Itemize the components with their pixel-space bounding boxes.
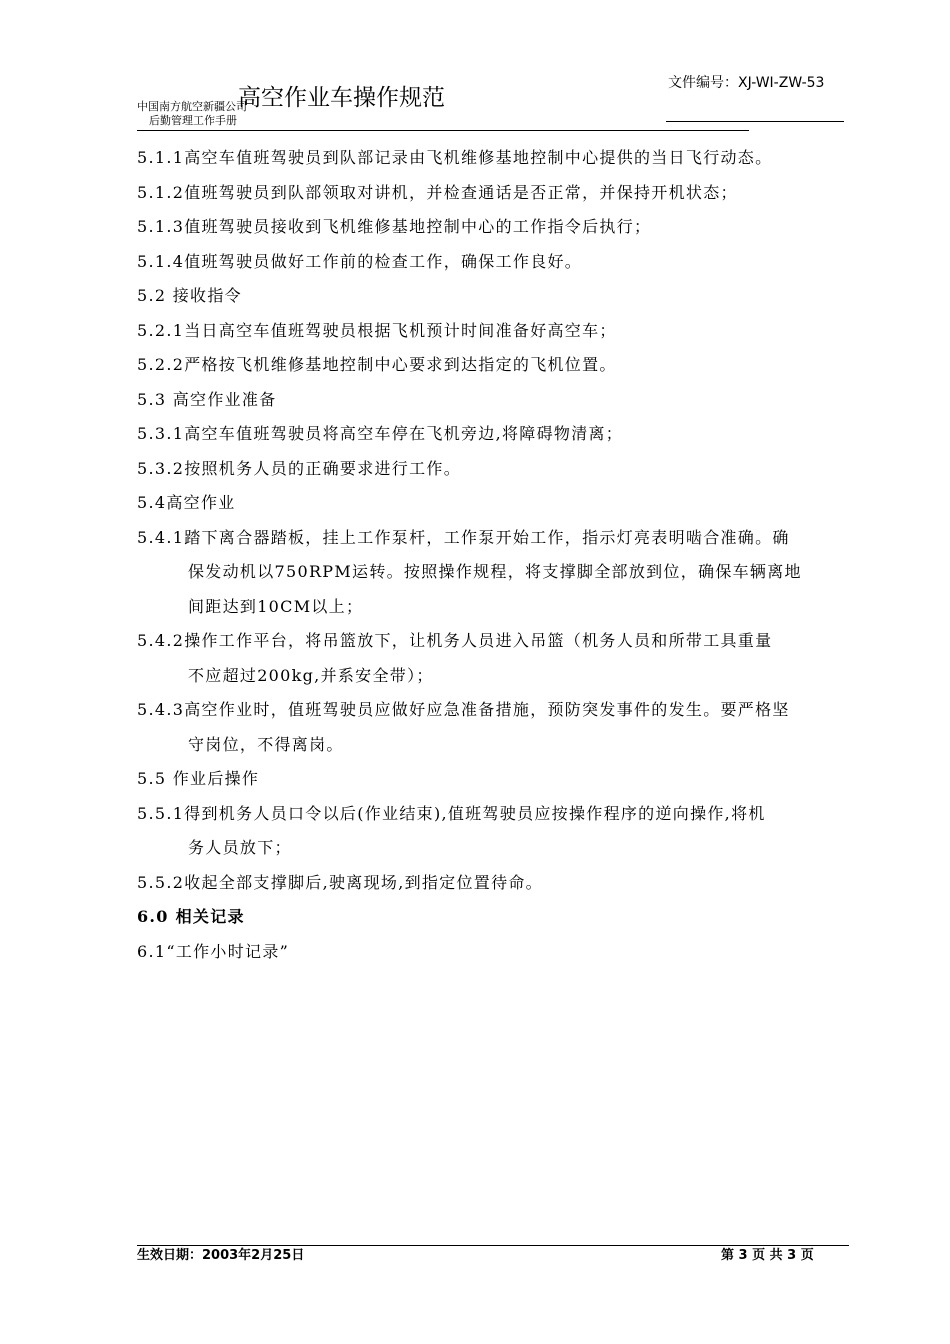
text-line-5-3-1: 5.3.1高空车值班驾驶员将高空车停在飞机旁边,将障碍物清离； — [137, 424, 624, 443]
doc-number-underline — [666, 121, 844, 122]
text-line-5-4-1: 5.4.1踏下离合器踏板，挂上工作泵杆，工作泵开始工作，指示灯亮表明啮合准确。确 — [137, 527, 790, 547]
header-organization — [137, 100, 247, 128]
text-line-5-1-3: 5.1.3值班驾驶员接收到飞机维修基地控制中心的工作指令后执行； — [137, 217, 652, 236]
manual-name: 后勤管理工作手册 — [149, 114, 237, 127]
page-number: 第 3 页 共 3 页 — [721, 1248, 814, 1263]
document-title: 高空作业车操作规范 — [238, 85, 445, 111]
section-heading-5-4: 5.4高空作业 — [137, 493, 236, 512]
text-line-5-4-2: 5.4.2操作工作平台，将吊篮放下，让机务人员进入吊篮（机务人员和所带工具重量 — [137, 631, 773, 650]
footer-divider — [137, 1245, 849, 1246]
section-heading-5-3: 5.3 高空作业准备 — [137, 389, 277, 409]
org-name: 中国南方航空新疆公司 — [137, 100, 247, 113]
text-line-5-5-2: 5.5.2收起全部支撑脚后,驶离现场,到指定位置待命。 — [137, 872, 543, 892]
text-line-5-2-2: 5.2.2严格按飞机维修基地控制中心要求到达指定的飞机位置。 — [137, 355, 617, 374]
text-line-5-4-2-cont: 不应超过200kg,并系安全带）； — [188, 665, 434, 685]
text-line-5-2-1: 5.2.1当日高空车值班驾驶员根据飞机预计时间准备好高空车； — [137, 320, 617, 340]
text-line-5-1-2: 5.1.2值班驾驶员到队部领取对讲机，并检查通话是否正常，并保持开机状态； — [137, 182, 738, 202]
document-body — [137, 141, 852, 969]
document-number: 文件编号：XJ-WI-ZW-53 — [668, 75, 825, 91]
text-line-5-5-1: 5.5.1得到机务人员口令以后(作业结束),值班驾驶员应按操作程序的逆向操作,将机 — [137, 803, 766, 823]
text-line-5-4-1-cont-2: 间距达到10CM以上； — [188, 596, 364, 616]
text-line-5-1-1: 5.1.1高空车值班驾驶员到队部记录由飞机维修基地控制中心提供的当日飞行动态。 — [137, 148, 773, 167]
header-divider — [137, 130, 749, 131]
text-line-5-1-4: 5.1.4值班驾驶员做好工作前的检查工作，确保工作良好。 — [137, 251, 583, 271]
text-line-5-3-2: 5.3.2按照机务人员的正确要求进行工作。 — [137, 458, 462, 478]
text-line-6-1: 6.1“工作小时记录” — [137, 941, 290, 961]
text-line-5-4-3: 5.4.3高空作业时，值班驾驶员应做好应急准备措施，预防突发事件的发生。要严格坚 — [137, 700, 790, 719]
section-heading-5-2: 5.2 接收指令 — [137, 286, 242, 305]
section-heading-5-5: 5.5 作业后操作 — [137, 769, 260, 788]
text-line-5-4-3-cont: 守岗位，不得离岗。 — [188, 734, 344, 754]
effective-date: 生效日期：2003年2月25日 — [137, 1248, 305, 1263]
text-line-5-4-1-cont-1: 保发动机以750RPM运转。按照操作规程，将支撑脚全部放到位，确保车辆离地 — [188, 562, 802, 581]
text-line-5-5-1-cont: 务人员放下； — [188, 838, 292, 857]
section-heading-6-0: 6.0 相关记录 — [137, 907, 245, 926]
